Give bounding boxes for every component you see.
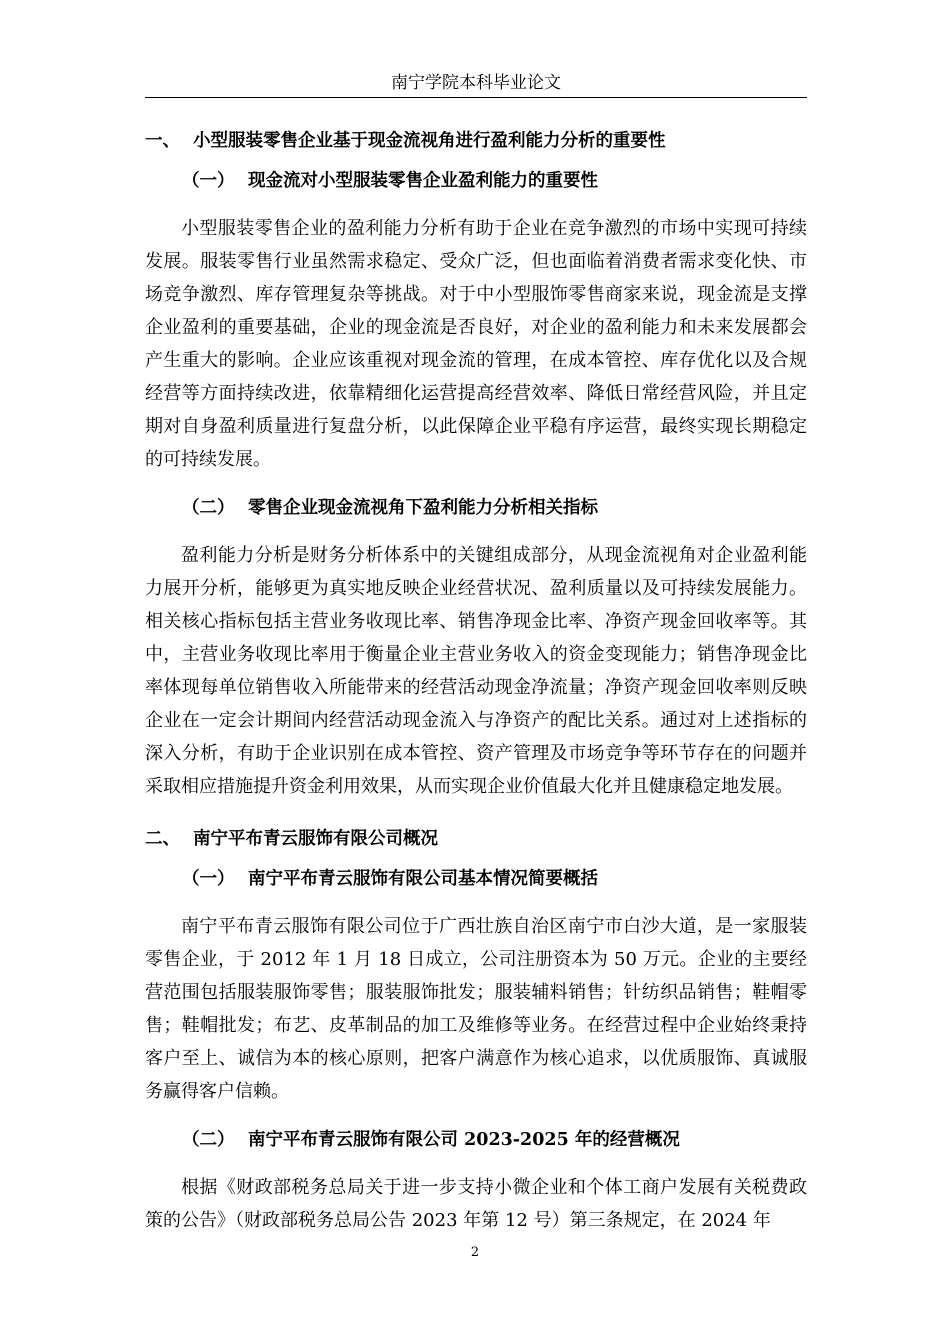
subsection-heading-2-1 — [145, 867, 807, 891]
subsection-heading-1-2 — [145, 496, 807, 520]
page-header: 南宁学院本科毕业论文 — [391, 73, 561, 93]
subsection-title: 南宁平布青云服饰有限公司 2023-2025 年的经营概况 — [248, 1130, 680, 1150]
subsection-number: （一） — [182, 869, 235, 889]
section-heading-1 — [145, 129, 807, 153]
subsection-number: （二） — [182, 498, 235, 518]
paragraph-1-2: 盈利能力分析是财务分析体系中的关键组成部分，从现金流视角对企业盈利能力展开分析，能够更为真实地反映企业经营状况、盈利质量以及可持续发展能力。相关核心指标包括主营业务收现比率、销售净现金比率、净资产现金回收率等。其中，主营业务收现比率用于衡量企业主营业务收入的资金变现能力；销售净现金比率体现每单位销售收入所能带来的经营活动现金净流量；净资产现金回收率则反映企业在一定会计期间内经营活动现金流入与净资产的配比关系。通过对上述指标的深入分析，有助于企业识别在成本管控、资产管理及市场竞争等环节存在的问题并采取相应措施提升资金利用效果，从而实现企业价值最大化并且健康稳定地发展。 — [145, 545, 807, 797]
section-title: 小型服装零售企业基于现金流视角进行盈利能力分析的重要性 — [193, 131, 666, 151]
paragraph-2-1: 南宁平布青云服饰有限公司位于广西壮族自治区南宁市白沙大道，是一家服装零售企业，于 2012 年 1 月 18 日成立，公司注册资本为 50 万元。企业的主要经营范围包括服装服饰零售；服装服饰批发；服装辅料销售；针纺织品销售；鞋帽零售；鞋帽批发；布艺、皮革制品的加工及维修等业务。在经营过程中企业始终秉持客户至上、诚信为本的核心原则，把客户满意作为核心追求，以优质服饰、真诚服务赢得客户信赖。 — [145, 916, 807, 1102]
subsection-title: 零售企业现金流视角下盈利能力分析相关指标 — [248, 498, 598, 518]
subsection-heading-1-1 — [145, 169, 807, 193]
subsection-number: （二） — [182, 1130, 235, 1150]
header-divider — [145, 97, 807, 98]
subsection-number: （一） — [182, 171, 235, 191]
section-number: 一、 — [145, 131, 180, 151]
paragraph-1-1: 小型服装零售企业的盈利能力分析有助于企业在竞争激烈的市场中实现可持续发展。服装零售行业虽然需求稳定、受众广泛，但也面临着消费者需求变化快、市场竞争激烈、库存管理复杂等挑战。对于中小型服饰零售商家来说，现金流是支撑企业盈利的重要基础，企业的现金流是否良好，对企业的盈利能力和未来发展都会产生重大的影响。企业应该重视对现金流的管理，在成本管控、库存优化以及合规经营等方面持续改进，依靠精细化运营提高经营效率、降低日常经营风险，并且定期对自身盈利质量进行复盘分析，以此保障企业平稳有序运营，最终实现长期稳定的可持续发展。 — [145, 218, 807, 470]
section-title: 南宁平布青云服饰有限公司概况 — [193, 829, 438, 849]
section-number: 二、 — [145, 829, 180, 849]
subsection-title: 南宁平布青云服饰有限公司基本情况简要概括 — [248, 869, 598, 889]
paragraph-2-2: 根据《财政部税务总局关于进一步支持小微企业和个体工商户发展有关税费政策的公告》（财政部税务总局公告 2023 年第 12 号）第三条规定，在 2024 年 — [145, 1177, 807, 1231]
subsection-title: 现金流对小型服装零售企业盈利能力的重要性 — [248, 171, 598, 191]
section-heading-2 — [145, 827, 807, 851]
subsection-heading-2-2 — [145, 1128, 807, 1152]
page-number: 2 — [470, 1245, 480, 1260]
document-body — [145, 110, 807, 1237]
